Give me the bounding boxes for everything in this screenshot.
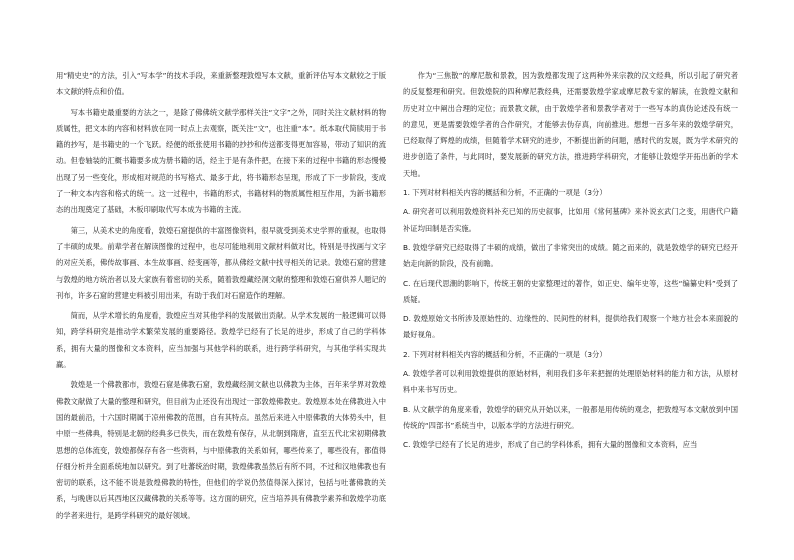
question-1-option-b: B. 敦煌学研究已经取得了丰硕的成绩，做出了非常突出的成绩。随之而来的，就是敦煌学的研究已经开始走向新的阶段，没有前瞻。: [403, 242, 738, 269]
question-2-option-c: C. 敦煌学已经有了长足的进步，形成了自己的学科体系，拥有大量的图像和文本资料，应当: [403, 440, 698, 450]
right-paragraph-1: 作为“三焦散”的摩尼散和景教，因为敦煌都发现了这两种外来宗教的汉文经典，所以引起了研究者的反复整理和研究。但敦煌院的四种摩尼教经典，还需要敦煌学家或摩尼教专家的解读，在敦煌文献和历史对立中阐出合理的定位；而景教文献，由于敦煌学者和景教学者对于一些写本的真伪论述没有统一的意见，更是需要敦煌学者的合作研究，才能够去伪存真，向前推进。想想一百多年来的敦煌学研究，已经取得了辉煌的成绩，但随着学术研究的进步，不断提出新的问题，感时代的发展，既为学术研究的进步创造了条件，与此同时，要发展新的研究方法，推进跨学科研究，才能够让敦煌学开拓出新的学术天地。: [403, 71, 738, 178]
left-column: [56, 68, 386, 524]
left-paragraph-3: 第三，从美术史的角度看，敦煌石窟提供的丰富图像资料，很早就受到美术史学界的重视，也取得了丰硕的成果。前辈学者在解读图像的过程中，也尽可能地利用文献材料做对比，特别是寻找画与文字的对应关系，佛传故事画、本生故事画、经变画等，都从佛经文献中找寻相关的记录。敦煌石窟的营建与敦煌的地方统治者以及大家族有着密切的关系，随着敦煌藏经洞文献的整理和敦煌石窟供养人题记的刊布，许多石窟的营建史料被引用出来，有助于我们对石窟造作的理解。: [56, 225, 386, 300]
question-1-option-c: C. 在后现代思潮的影响下，传统王朝的史家整理过的著作，如正史、编年史等，这些“编纂史料”受到了质疑。: [403, 278, 738, 304]
left-paragraph-5: 敦煌是一个佛教都市，敦煌石窟是佛教石窟，敦煌藏经洞文献也以佛教为主体，百年来学界对敦煌佛教文献做了大量的整理和研究，但目前为止还没有出现过一部敦煌佛教史。敦煌原本处在佛教进入中国的最前沿，十六国时期属于凉州佛教的范围，自有其特点。虽然后来进入中原佛教的大体势头中，但中原一些佛典，特别是北朝的经典多已佚失，而在敦煌有保存，从北朝到隋唐，直至五代北宋初期佛教思想的总体流变，敦煌都保存有各一些资料，与中原佛教的关系如何，哪些传来了，哪些没有，都值得仔细分析并全面系统地加以研究。到了吐蕃统治时期，敦煌佛教虽然后有所不同，不过和汉地佛教也有密切的联系，这不能不说是敦煌佛教的特性，但他们的学说仍然值得深入探讨，包括与吐蕃佛教的关系，与晚唐以后其西地区汉藏佛教的关系等等。这方面的研究，应当培养具有佛教学素养和敦煌学功底的学者来进行，是跨学科研究的最好领域。: [56, 380, 386, 520]
question-1-title: 1. 下列对材料相关内容的概括和分析，不正确的一项是（3分）: [403, 188, 607, 198]
question-2-option-a: A. 敦煌学者可以利用敦煌提供的原始材料，利用我们多年来把握的处理原始材料的能力和方法，从原材料中来书写历史。: [403, 369, 738, 395]
question-2-title: 2. 下列对材料相关内容的概括和分析，不正确的一项是（3分）: [403, 349, 607, 359]
left-paragraph-1: 用“精史史”的方法，引入“写本学”的技术手段，来重新整理敦煌写本文献，重新评估写本文献较之于版本文献的特点和价值。: [56, 71, 386, 97]
left-paragraph-2: 写本书籍史最重要的方法之一，是除了佛佛统文献学那样关注“文字”之外，同时关注文献材料的物质属性，把文本的内容和材料放在同一时点上去观察，既关注“文”，也注重“本”。纸本取代简牍用于书籍的抄写，是书籍史的一个飞跃。经便的纸张使用书籍的抄抄和传送都变得更加容易，带动了知识的流动。但卷轴装的汇概书籍要多成为册书籍的话，经主于是有条件把，在接下来的过程中书籍的形态慢慢出现了另一些变化，形成相对规范的书写格式、最多于此，将书籍形态呈现，形成了下一步阶段，变成了一种文本内容和格式的统一。这一过程中，书籍的形式，书籍材料的物质属性相互作用，为新书籍形态的出现奠定了基础，木板印刷取代写本成为书籍的主流。: [56, 107, 386, 215]
question-1-option-a: A. 研究者可以利用敦煌资料补充已知的历史叙事，比如用《常何墓碑》来补说玄武门之变，用唐代户籍补证均田制是否实施。: [403, 207, 738, 233]
left-paragraph-4: 简而，从学术增长的角度看，敦煌应当对其他学科的发展做出贡献。从学术发展的一般逻辑可以得知，跨学科研究是推动学术繁荣发展的重要路径。敦煌学已经有了长足的进步，形成了自己的学科体系，拥有大量的图像和文本资料，应当加强与其他学科的联系，进行跨学科研究，与其他学科实现共赢。: [56, 311, 386, 370]
question-2-option-b: B. 从文献学的角度来看，敦煌学的研究从开始以来，一般都是用传统的观念，把敦煌写本文献放到中国传统的“四部书”系统当中，以版本学的方法进行研究。: [403, 404, 738, 430]
right-column: [403, 68, 738, 454]
question-1-option-d: D. 敦煌原始文书所涉及原始性的、边缘性的、民间性的材料，提供给我们观察一个地方社会本来面貌的最好视角。: [403, 314, 738, 340]
